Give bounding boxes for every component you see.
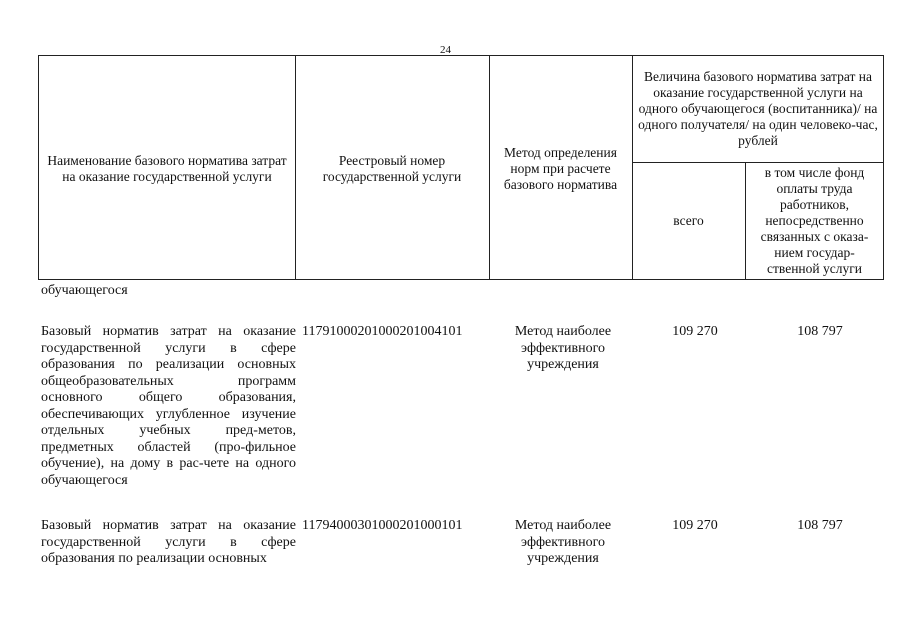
row-1-method: Метод наиболее эффективного учреждения <box>514 324 612 372</box>
header-total-cell: всего <box>673 213 704 228</box>
row-1-total: 109 270 <box>672 324 718 339</box>
row-2-name: Базовый норматив затрат на оказание государственной услуги в сфере образования по реализации основных <box>41 518 296 566</box>
carryover-text: обучающегося <box>41 283 128 298</box>
table-header <box>38 55 884 280</box>
row-2-fund: 108 797 <box>797 518 843 533</box>
header-registry-cell: Реестровый номер государственной услуги <box>322 152 462 184</box>
page-number: 24 <box>440 44 451 56</box>
row-1-name: Базовый норматив затрат на оказание государственной услуги в сфере образования по реализации основных общеобразовательных программ основного общего образования, обеспечивающих углубленное изучение отдельных учебных пред-метов, предметных областей (про-фильное обучение), на дому в рас-чете на одного обучающегося <box>41 324 296 488</box>
row-2-method: Метод наиболее эффективного учреждения <box>514 518 612 566</box>
header-method-cell: Метод определения норм при расчете базового норматива <box>503 144 618 192</box>
row-1-fund: 108 797 <box>797 324 843 339</box>
header-fund-cell: в том числе фонд оплаты труда работников, непосредственно связанных с оказа-нием государ-ственной услуги <box>760 165 869 276</box>
row-2-registry: 11794000301000201000101 <box>302 518 463 533</box>
header-value-group-cell: Величина базового норматива затрат на оказание государственной услуги на одного обучающегося (воспитанника)/ на одного получателя/ на один человеко-час, рублей <box>638 69 878 148</box>
row-1-registry: 11791000201000201004101 <box>302 324 463 339</box>
row-2-total: 109 270 <box>672 518 718 533</box>
header-name-cell: Наименование базового норматива затрат на оказание государственной услуги <box>47 152 287 184</box>
